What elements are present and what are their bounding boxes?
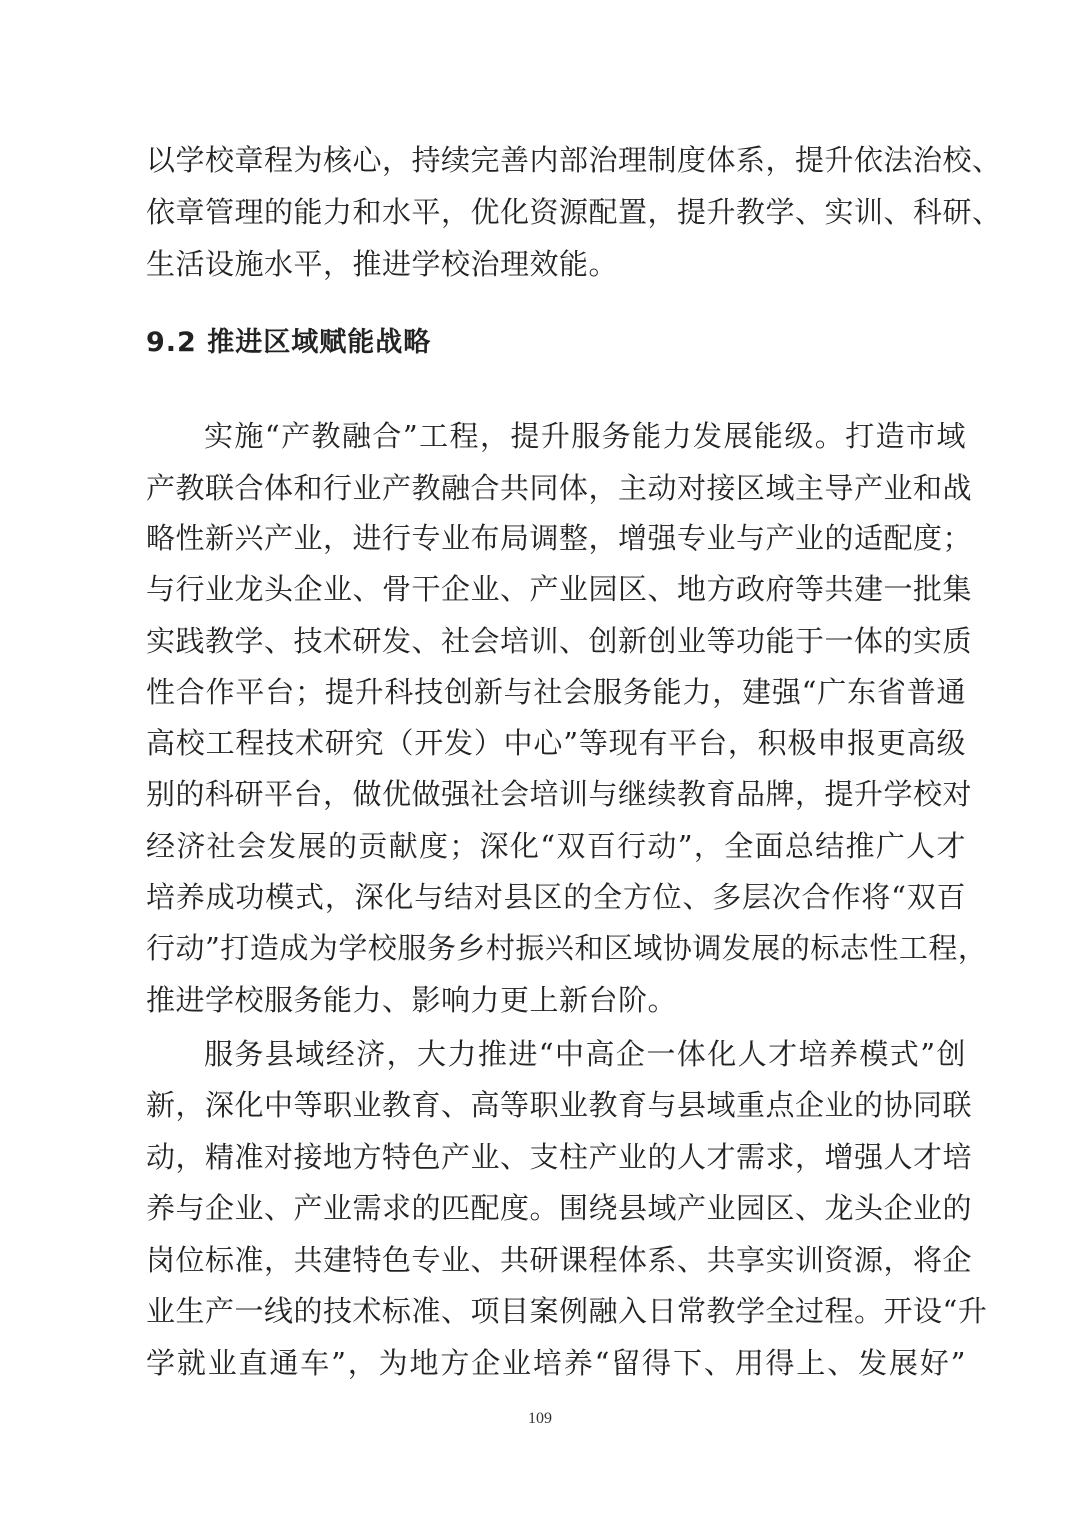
paragraph-2-line-7: 学就业直通车”，为地方企业培养“留得下、用得上、发展好” xyxy=(146,1346,966,1380)
paragraph-1-line-5: 实践教学、技术研发、社会培训、创新创业等功能于一体的实质 xyxy=(146,624,973,658)
section-heading: 9.2 推进区域赋能战略 xyxy=(146,327,432,358)
paragraph-2-line-3: 动，精准对接地方特色产业、支柱产业的人才需求，增强人才培 xyxy=(146,1140,973,1174)
paragraph-1-line-9: 经济社会发展的贡献度；深化“双百行动”，全面总结推广人才 xyxy=(146,829,966,863)
intro-line-2: 依章管理的能力和水平，优化资源配置，提升教学、实训、科研、 xyxy=(146,195,1002,229)
paragraph-1-line-12: 推进学校服务能力、影响力更上新台阶。 xyxy=(146,983,678,1017)
paragraph-1-line-6: 性合作平台；提升科技创新与社会服务能力，建强“广东省普通 xyxy=(146,675,966,709)
paragraph-1-line-2: 产教联合体和行业产教融合共同体，主动对接区域主导产业和战 xyxy=(146,471,973,505)
paragraph-1-line-10: 培养成功模式，深化与结对县区的全方位、多层次合作将“双百 xyxy=(146,880,966,914)
paragraph-2-line-6: 业生产一线的技术标准、项目案例融入日常教学全过程。开设“升 xyxy=(146,1294,988,1328)
intro-line-1: 以学校章程为核心，持续完善内部治理制度体系，提升依法治校、 xyxy=(146,143,1002,177)
paragraph-2-line-5: 岗位标准，共建特色专业、共研课程体系、共享实训资源，将企 xyxy=(146,1243,973,1277)
intro-line-3: 生活设施水平，推进学校治理效能。 xyxy=(146,247,619,281)
paragraph-2-line-1: 服务县域经济，大力推进“中高企一体化人才培养模式”创 xyxy=(204,1037,966,1071)
paragraph-1-line-11: 行动”打造成为学校服务乡村振兴和区域协调发展的标志性工程， xyxy=(146,931,988,965)
paragraph-1-line-3: 略性新兴产业，进行专业布局调整，增强专业与产业的适配度； xyxy=(146,521,973,555)
paragraph-1-line-8: 别的科研平台，做优做强社会培训与继续教育品牌，提升学校对 xyxy=(146,777,973,811)
paragraph-1-line-4: 与行业龙头企业、骨干企业、产业园区、地方政府等共建一批集 xyxy=(146,572,973,606)
paragraph-1-line-7: 高校工程技术研究（开发）中心”等现有平台，积极申报更高级 xyxy=(146,726,966,760)
page-number: 109 xyxy=(528,1410,552,1427)
paragraph-2-line-2: 新，深化中等职业教育、高等职业教育与县域重点企业的协同联 xyxy=(146,1088,973,1122)
paragraph-1-line-1: 实施“产教融合”工程，提升服务能力发展能级。打造市域 xyxy=(204,419,966,453)
paragraph-2-line-4: 养与企业、产业需求的匹配度。围绕县域产业园区、龙头企业的 xyxy=(146,1191,973,1225)
